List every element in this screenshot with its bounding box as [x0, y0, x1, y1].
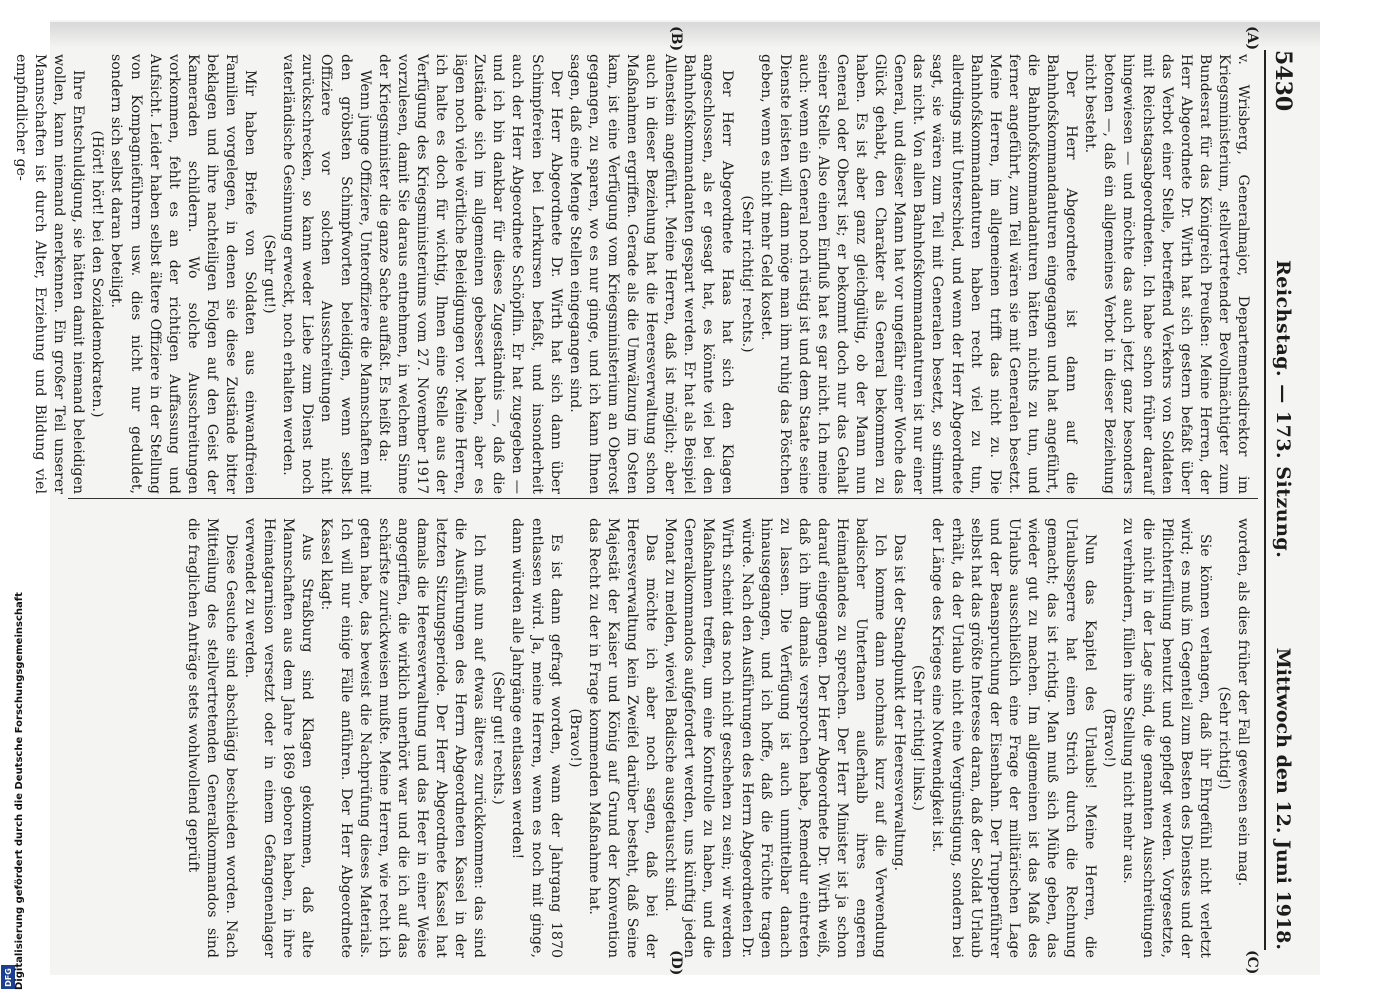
column-divider	[68, 498, 1258, 499]
interjection: (Bravo!)	[566, 708, 583, 768]
paragraph: Ich muß nun auf etwas älteres zurückkommen: das sind die Ausführungen des Herrn Abgeordneten Kassel in der letzten Sitzungsperiode. Der Herr Abgeordnete Kassel hat damals die Heeresverwaltung und das Heer in einer Weise angegriffen, die wirklich unerhört war und die ich auf das schärfste zurückweisen mußte. Meine Herren, wie recht ich getan habe, das beweist die Nachprüfung dieses Materials. Ich will nur einige Fälle anführen. Der Herr Abgeordnete Kassel klagt:	[318, 518, 488, 958]
interjection: (Sehr gut! rechts.)	[490, 671, 507, 805]
margin-marker-a: (A)	[1244, 26, 1260, 51]
interjection: (Bravo!)	[1101, 708, 1118, 768]
dfg-logo	[1, 965, 15, 989]
interjection: (Sehr richtig! rechts.)	[738, 195, 755, 353]
paragraph: Wenn junge Offiziere, Unteroffiziere die Mannschaften mit den gröbsten Schimpfworten beleidigen, wenn selbst Offiziere vor solchen Ausschreitungen nicht zurückschrecken, so kann weder Liebe zum Dienst noch vaterländische Gesinnung erweckt, noch erhalten werden.	[280, 54, 373, 494]
left-column	[11, 54, 1252, 494]
paragraph: Es ist dann gefragt worden, wann der Jahrgang 1870 entlassen wird. Ja, meine Herren, wenn es noch mit ginge, dann würden alle Jahrgänge entlassen werden!	[509, 518, 564, 958]
session-date: Mittwoch den 12. Juni 1918.	[1272, 647, 1294, 950]
page-header	[1264, 50, 1300, 950]
running-head: Reichstag. — 173. Sitzung.	[1272, 260, 1294, 559]
right-column	[183, 518, 1252, 958]
paragraph: Der Herr Abgeordnete ist dann auf die Bahnhofskommandanturen eingegangen und hat angeführt, die Bahnhofskommandanturen hätten nichts zu tun, und ferner angeführt, zum Teil wären sie mit Generalen besetzt. Meine Herren, im allgemeinen trifft das nicht zu. Die Bahnhofskommandanturen haben recht viel zu tun, allerdings mit Unterschied, und wenn der Herr Abgeordnete sagt, sie wären zum Teil mit Generalen besetzt, so stimmt das nicht. Von allen Bahnhofskommandanturen ist nur einer General, und dieser Mann hat vor ungefähr einer Woche das Glück gehabt, den Charakter als General bekommen zu haben. Es ist aber ganz gleichgültig, ob der Mann nun General oder Oberst ist; er bekommt doch nur das Gehalt seiner Stelle. Also einen Einfluß hat es gar nicht. Ich meine auch: wenn ein General noch rüstig ist und dem Staate seine Dienste leisten will, dann möge man ihm ruhig das Pöstchen geben, wenn es nicht mehr Geld kostet.	[757, 54, 1080, 494]
margin-marker-c: (C)	[1244, 950, 1260, 975]
paragraph: Der Herr Abgeordnete Dr. Wirth hat sich dann über Schimpfereien bei Lehrkursen befaßt, und insonderheit auch der Herr Abgeordnete Schöpflin. Er hat zugegeben — und ich bin dankbar für dieses Zugeständnis —, daß die Zustände sich im allgemeinen gebessert haben, aber es lägen noch viele wörtliche Beleidigungen vor. Meine Herren, ich halte es doch für wichtig, Ihnen eine Stelle aus der Verfügung des Kriegsministeriums vom 27. November 1917 vorzulesen, damit Sie daraus entnehmen, in welchem Sinne der Kriegsminister die ganze Sache auffaßt. Es heißt da:	[375, 54, 564, 494]
paragraph: Nun das Kapitel des Urlaubs! Meine Herren, die Urlaubssperre hat einen Strich durch die Rechnung gemacht; das ist richtig. Man muß sich Mühe geben, das wieder gut zu machen. Im allgemeinen ist das Maß des Urlaubs ausschließlich eine Frage der militärischen Lage und der Beanspruchung der Eisenbahn. Der Truppenführer selbst hat das größte Interesse daran, daß der Soldat Urlaub erhält, da der Urlaub nicht eine Vergünstigung, sondern bei der Länge des Krieges eine Notwendigkeit ist.	[929, 518, 1099, 958]
paragraph: Der Herr Abgeordnete Haas hat sich den Klagen angeschlossen, als er gesagt hat, es könnte viel bei den Bahnhofskommandanten gespart werden. Er hat als Beispiel Allenstein angeführt. Meine Herren, daß ist möglich; aber auch in dieser Beziehung hat die Heeresverwaltung schon Maßnahmen ergriffen. Gerade als die Umwälzung im Osten kam, ist eine Verfügung vom Kriegsministerium an Oberost gegangen, zu sparen, wo es nur ginge, und ich kann Ihnen sagen, daß eine Menge Stellen eingegangen sind.	[566, 54, 736, 494]
paragraph: Diese Gesuche sind abschlägig beschieden worden. Nach Mitteilung des stellvertretenden Generalkommandos sind die fraglichen Anträge stets wohlwollend geprüft	[184, 518, 240, 958]
dfg-logo-text: DFG	[3, 967, 13, 987]
interjection: (Sehr gut!)	[261, 234, 278, 314]
paragraph: Ich komme dann nochmals kurz auf die Verwendung badischer Untertanen außerhalb ihres engeren Heimatlandes zu sprechen. Der Herr Minister ist ja schon darauf eingegangen. Der Herr Abgeordnete Dr. Wirth weiß, daß ich ihm damals versprochen habe, Remedur eintreten zu lassen. Die Verfügung ist auch unmittelbar danach hinausgegangen, und ich hoffe, daß die Früchte tragen würde. Nach den Ausführungen des Herrn Abgeordneten Dr. Wirth scheint das noch nicht geschehen zu sein; wir werden Maßnahmen treffen, um eine Kontrolle zu haben, und die Generalkommandos aufgefordert werden, uns künftig jeden Monat zu melden, wieviel Badische ausgetauscht sind.	[662, 518, 889, 958]
interjection: (Sehr richtig!)	[1215, 686, 1232, 790]
paragraph: Mir haben Briefe von Soldaten aus einwandfreien Familien vorgelegen, in denen sie diese Zustände bitter beklagen und ihre nachteiligen Folgen auf den Geist der Kameraden schildern. Wo solche Ausschreitungen vorkommen, fehlt es an der richtigen Auffassung und Aufsicht. Leider haben selbst ältere Offiziere in der Stellung von Kompagnieführern usw. dies nicht nur geduldet, sondern sich selbst daran beteiligt.	[108, 54, 259, 494]
paragraph: Das ist der Standpunkt der Heeresverwaltung.	[891, 534, 908, 871]
page-number: 5430	[1270, 50, 1296, 112]
paragraph: Ihre Entschuldigung, sie hätten damit niemand beleidigen wollen, kann niemand anerkennen. Ein großer Teil unserer Mannschaften ist durch Alter, Erziehung und Bildung viel empfindlicher ge-	[13, 54, 87, 494]
paragraph: worden, als dies früher der Fall gewesen sein mag.	[1235, 518, 1251, 887]
interjection: (Sehr richtig! links.)	[910, 664, 927, 812]
margin-marker-b: (B)	[668, 26, 684, 52]
margin-marker-d: (D)	[668, 950, 684, 976]
digitization-credit: Digitalisierung gefördert durch die Deutsche Forschungsgemeinschaft	[14, 592, 25, 990]
paragraph: Das möchte ich aber noch sagen, daß bei der Heeresverwaltung kein Zweifel darüber besteht, daß Seine Majestät der Kaiser und König auf Grund der Konvention das Recht zu der in Frage kommenden Maßnahme hat.	[585, 518, 660, 958]
paragraph: Aus Straßburg sind Klagen gekommen, daß alte Mannschaften aus dem Jahre 1869 geboren haben, in ihre Heimatgarnison versetzt oder in einem Gefangenenlager verwendet zu werden.	[242, 518, 316, 958]
interjection: (Hört! hört! bei den Sozialdemokraten.)	[89, 130, 106, 418]
paragraph: v. Wrisberg, Generalmajor, Departementsdirektor im Kriegsministerium, stellvertretender Bevollmächtigter zum Bundesrat für das Königreich Preußen: Meine Herren, der Herr Abgeordnete Dr. Wirth hat sich gestern befaßt über das Verbot einer Stelle, betreffend Verkehrs von Soldaten mit Reichstagsabgeordneten. Ich habe schon früher darauf hingewiesen — und möchte das auch jetzt ganz besonders betonen —, daß ein allgemeines Verbot in dieser Beziehung nicht besteht.	[1082, 54, 1251, 494]
paragraph: Sie können verlangen, daß ihr Ehrgefühl nicht verletzt wird; es muß im Gegenteil zum Besten des Dienstes und der Pflichterfüllung benutzt und gepflegt werden. Vorgesetzte, die nicht in der Lage sind, die genannten Ausschreitungen zu verhindern, füllen ihre Stellung nicht mehr aus.	[1120, 518, 1213, 958]
